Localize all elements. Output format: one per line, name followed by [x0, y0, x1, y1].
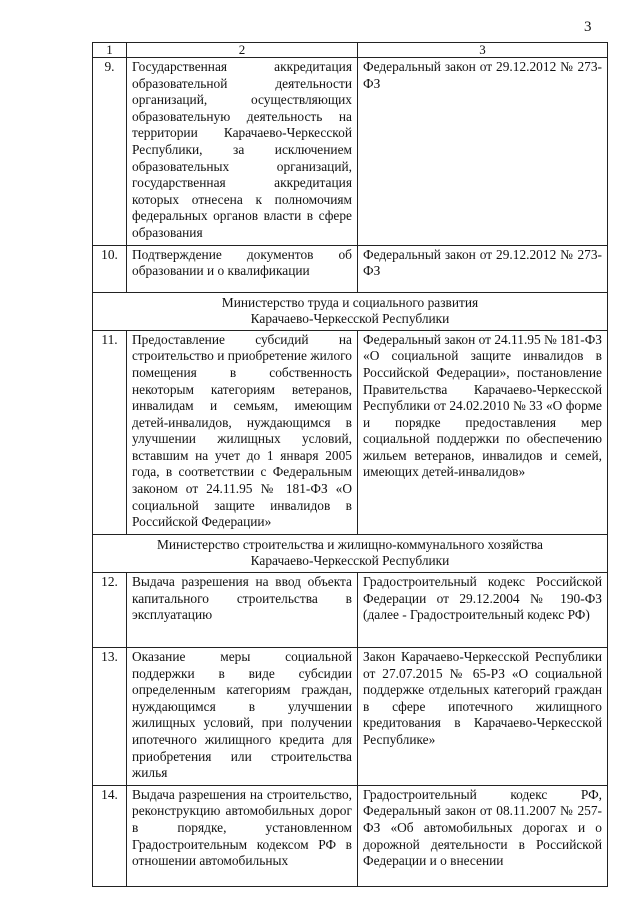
services-table [92, 42, 608, 887]
section-heading [93, 534, 608, 572]
row-number: 14. [93, 785, 127, 886]
table-row [93, 330, 608, 534]
legal-basis: Закон Карачаево-Черкесской Республики от 27.07.2015 № 65-РЗ «О социальной поддержке отдельных категорий граждан в сфере ипотечного жилищного кредитования в Карачаево-Черкесской Республике» [358, 648, 608, 786]
row-number: 13. [93, 648, 127, 786]
section-heading [93, 292, 608, 330]
table-row [93, 785, 608, 886]
header-col-3: 3 [358, 43, 608, 58]
header-col-2: 2 [127, 43, 358, 58]
service-name: Подтверждение документов об образовании и о квалификации [127, 245, 358, 292]
row-number: 10. [93, 245, 127, 292]
legal-basis: Федеральный закон от 29.12.2012 № 273-ФЗ [358, 58, 608, 246]
service-name: Выдача разрешения на ввод объекта капитального строительства в эксплуатацию [127, 573, 358, 648]
legal-basis: Федеральный закон от 24.11.95 № 181-ФЗ «О социальной защите инвалидов в Российской Федерации», постановление Правительства Карачаево-Черкесской Республики от 24.02.2010 № 33 «О форме и порядке предоставления мер социальной поддержки по обеспечению жильем ветеранов, инвалидов и семей, имеющих детей-инвалидов» [358, 330, 608, 534]
section-heading-line-1: Министерство строительства и жилищно-коммунального хозяйства [156, 536, 544, 552]
service-name: Предоставление субсидий на строительство и приобретение жилого помещения в собственность некоторым категориям ветеранов, инвалидам и семьям, имеющим детей-инвалидов, нуждающимся в улучшении жилищных условий, вставшим на учет до 1 января 2005 года, в соответствии с Федеральным законом от 24.11.95 № 181-ФЗ «О социальной защите инвалидов в Российской Федерации» [127, 330, 358, 534]
header-col-1: 1 [93, 43, 127, 58]
section-row [93, 534, 608, 572]
legal-basis: Федеральный закон от 29.12.2012 № 273-ФЗ [358, 245, 608, 292]
table-row [93, 58, 608, 246]
legal-basis: Градостроительный кодекс Российской Федерации от 29.12.2004 № 190-ФЗ (далее - Градостроительный кодекс РФ) [358, 573, 608, 648]
legal-basis: Градостроительный кодекс РФ, Федеральный закон от 08.11.2007 № 257-ФЗ «Об автомобильных дорогах и о дорожной деятельности в Российской Федерации и о внесении [358, 785, 608, 886]
table-row [93, 573, 608, 648]
page-number: 3 [584, 19, 592, 35]
row-number: 12. [93, 573, 127, 648]
service-name: Оказание меры социальной поддержки в виде субсидии определенным категориям граждан, нуждающимся в улучшении жилищных условий, при получении ипотечного жилищного кредита для приобретения или строительства жилья [127, 648, 358, 786]
section-heading-line-2: Карачаево-Черкесской Республики [250, 311, 450, 327]
table-row [93, 648, 608, 786]
row-number: 9. [93, 58, 127, 246]
row-number: 11. [93, 330, 127, 534]
table-header-row [93, 43, 608, 58]
service-name: Государственная аккредитация образовательной деятельности организаций, осуществляющих образовательную деятельность на территории Карачаево-Черкесской Республики, за исключением образовательных организаций, государственная аккредитация которых отнесена к полномочиям федеральных органов власти в сфере образования [127, 58, 358, 246]
section-heading-line-2: Карачаево-Черкесской Республики [250, 553, 450, 569]
section-row [93, 292, 608, 330]
section-heading-line-1: Министерство труда и социального развития [221, 294, 479, 310]
service-name: Выдача разрешения на строительство, реконструкцию автомобильных дорог в порядке, установленном Градостроительным кодексом РФ в отношении автомобильных [127, 785, 358, 886]
table-row [93, 245, 608, 292]
